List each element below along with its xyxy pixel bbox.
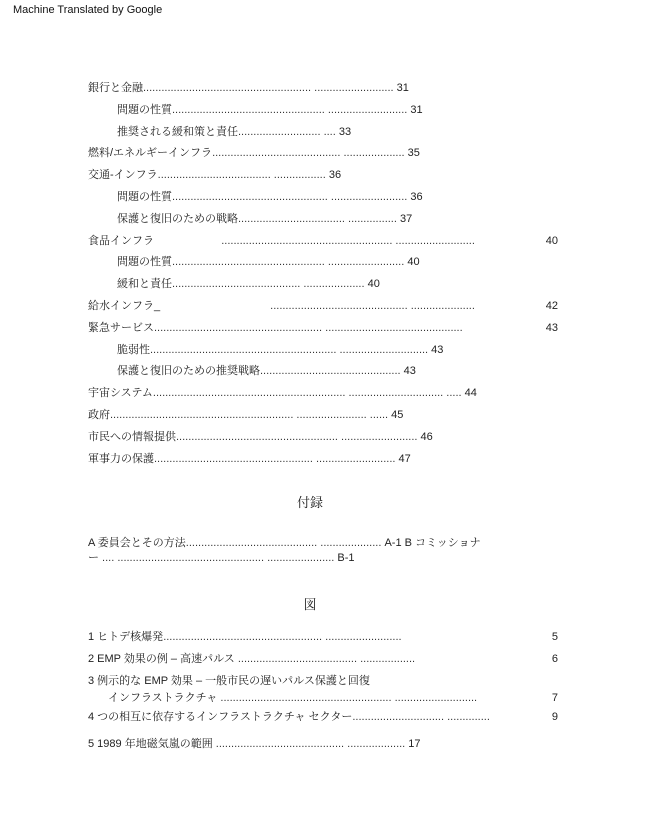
toc-entry-label: 政府 [88, 408, 110, 421]
dot-leader: .......................................... .................... [172, 278, 368, 291]
page-ref: 46 [420, 430, 433, 443]
page-ref: 6 [551, 652, 558, 665]
toc-entry-label: ー [88, 551, 99, 564]
toc-entry-label: 問題の性質 [117, 190, 172, 203]
toc-entry-label: 軍事力の保護 [88, 452, 154, 465]
page-ref: 37 [399, 212, 413, 225]
toc-entry [88, 536, 558, 551]
dot-leader: .......................................... ................... [212, 737, 409, 750]
toc-entry [88, 361, 558, 383]
page-ref: 35 [407, 147, 420, 160]
page-ref: 36 [410, 190, 423, 203]
toc-entry-label: 5 1989 年地磁気嵐の範囲 [88, 737, 213, 750]
toc-entry-label: 緩和と責任 [117, 278, 172, 291]
page-ref: 31 [396, 82, 409, 94]
dot-leader: .................................................. ......................... [172, 256, 408, 269]
page-ref: 31 [410, 103, 423, 116]
toc-entry-label: 脆弱性 [117, 343, 150, 356]
dot-leader: ............................................................. ............................. [150, 343, 432, 356]
toc-entry [88, 100, 558, 122]
dot-leader: ................................... ................ [238, 212, 400, 225]
page-ref: A-1 B コミッショナ [384, 537, 481, 549]
toc-section [88, 78, 558, 470]
dot-leader: ................................................... ......................... [172, 190, 411, 203]
page-ref: 47 [398, 452, 411, 465]
page-ref: 44 [464, 387, 477, 400]
toc-entry [88, 231, 558, 253]
page-ref: 17 [408, 737, 421, 750]
toc-entry [88, 649, 558, 671]
toc-entry-label: 保護と復旧のための戦略 [117, 212, 238, 225]
toc-entry [88, 449, 558, 471]
page-ref: 43 [431, 343, 444, 356]
page-ref: 40 [367, 278, 380, 291]
toc-entry [88, 340, 558, 362]
dot-leader: .................................................. .......................... [172, 103, 411, 116]
page-ref: 5 [551, 631, 558, 643]
dot-leader: ..................................................... ......................... [176, 430, 421, 443]
dot-leader: ....................................... .................. [234, 652, 419, 665]
toc-entry [88, 551, 558, 566]
toc-entry [88, 165, 558, 187]
appendix-section [88, 536, 558, 566]
toc-entry-label: 問題の性質 [117, 256, 172, 269]
toc-entry-label-line2: インフラストラクチャ [108, 692, 218, 705]
page-ref: 40 [545, 234, 558, 247]
dot-leader: ............................................................... ............................... ..... [152, 387, 465, 400]
toc-entry-label: A 委員会とその方法 [88, 537, 186, 549]
dot-leader: .............................. .............. [352, 711, 493, 724]
toc-entry [88, 78, 558, 100]
toc-entry-label: 3 例示的な EMP 効果 – 一般市民の遅いパルス保護と回復 [88, 674, 370, 687]
toc-entry [88, 122, 558, 144]
toc-entry [88, 318, 558, 340]
dot-leader: ....................................................... .......................... [143, 82, 397, 94]
dot-leader: ............................................................ ....................... ...... [110, 408, 392, 421]
toc-entry-label: 推奨される緩和策と責任 [117, 125, 238, 138]
page-ref: 42 [545, 299, 558, 312]
toc-entry [88, 627, 558, 649]
page-ref: 36 [328, 169, 342, 182]
page-ref: 43 [403, 365, 416, 378]
dot-leader: ....................................................... ............................................. [154, 321, 466, 334]
page-ref: 33 [338, 125, 352, 138]
toc-entry [88, 427, 558, 449]
toc-entry-label: 食品インフラ [88, 234, 154, 247]
toc-entry [88, 143, 558, 165]
dot-leader: ............................................. ..................... [160, 299, 478, 312]
watermark-text: Machine Translated by Google [13, 4, 163, 16]
dot-leader: ........................................................ ........................... [217, 692, 481, 705]
toc-entry-label: 問題の性質 [117, 103, 172, 116]
dot-leader: .................................................... ......................... [163, 631, 405, 643]
toc-entry [88, 274, 558, 296]
figures-section [88, 627, 558, 756]
appendix-heading: 付録 [296, 495, 323, 510]
toc-entry-label: 4 つの相互に依存するインフラストラクチャ セクター [88, 711, 353, 724]
dot-leader: .... ................................................ ...................... [99, 551, 338, 564]
page-ref: B-1 [337, 551, 355, 564]
toc-entry [88, 252, 558, 274]
toc-entry [88, 187, 558, 209]
dot-leader: ........................................... .................... [185, 537, 385, 549]
dot-leader: .......................................... .................... [212, 147, 408, 160]
toc-entry-label: 燃料/エネルギーインフラ [88, 147, 213, 160]
toc-entry [88, 671, 558, 708]
toc-entry [88, 707, 558, 729]
figures-heading: 図 [303, 597, 317, 612]
dot-leader: .................................................... .......................... [154, 452, 399, 465]
page-ref: 43 [545, 321, 558, 334]
toc-entry-label: 1 ヒトデ核爆発 [88, 631, 164, 643]
toc-entry-label: 市民への情報提供 [88, 430, 176, 443]
dot-leader: .............................................. [260, 365, 404, 378]
toc-entry-label: 宇宙システム [88, 387, 153, 400]
page-ref: 40 [407, 256, 420, 269]
toc-entry-label: 給水インフラ_ [88, 299, 161, 312]
toc-entry-label: 緊急サービス [88, 321, 154, 334]
toc-entry [88, 734, 558, 756]
toc-entry-label: 2 EMP 効果の例 – 高速パルス [88, 652, 235, 665]
toc-entry [88, 209, 558, 231]
page-ref: 45 [391, 408, 404, 421]
dot-leader: ..................................... ................. [157, 169, 329, 182]
toc-entry-label: 交通-インフラ [88, 169, 158, 182]
toc-entry-label: 保護と復旧のための推奨戦略 [117, 365, 260, 378]
toc-entry [88, 296, 558, 318]
page-ref: 7 [551, 692, 558, 705]
toc-entry [88, 405, 558, 427]
dot-leader: ........................... .... [238, 125, 339, 138]
toc-entry-label: 銀行と金融 [88, 82, 143, 94]
toc-entry [88, 383, 558, 405]
dot-leader: ........................................................ .......................... [154, 234, 478, 247]
page-ref: 9 [551, 711, 558, 724]
